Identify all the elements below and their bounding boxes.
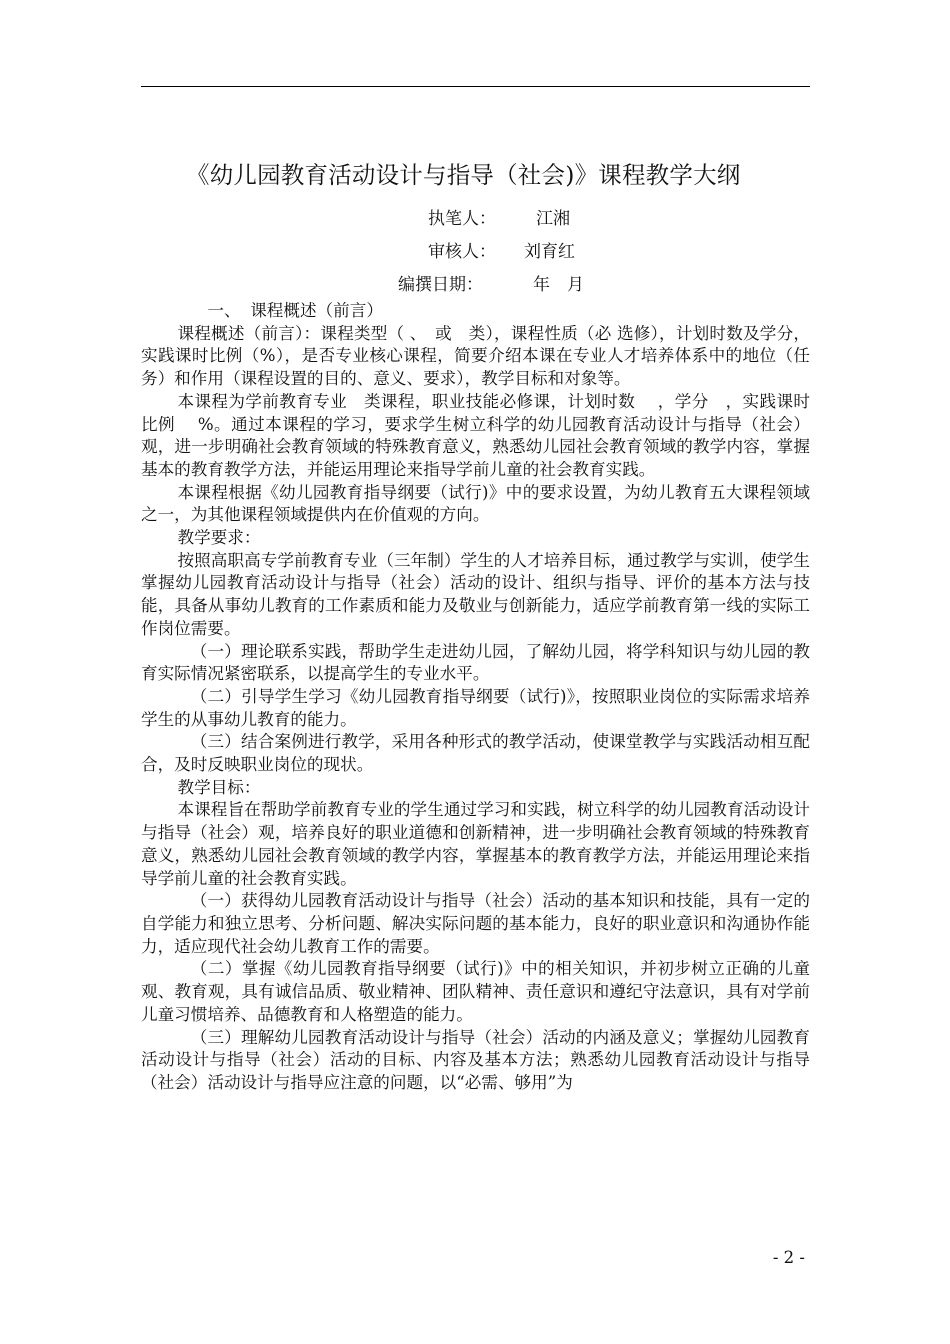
document-title: 《幼儿园教育活动设计与指导（社会)》课程教学大纲 <box>186 161 741 189</box>
author-label: 执笔人： <box>428 209 496 229</box>
list-item: （一）理论联系实践，帮助学生走进幼儿园，了解幼儿园，将学科知识与幼儿园的教育实际情况紧密联系，以提高学生的专业水平。 <box>141 641 810 684</box>
author-line <box>428 204 570 229</box>
paragraph: 课程概述（前言）：课程类型（ 、 或 类），课程性质（必 选修），计划时数及学分，实践课时比例（%），是否专业核心课程，简要介绍本课在专业人才培养体系中的地位（任务）和作用（课程设置的目的、意义、要求），教学目标和对象等。 <box>141 323 810 389</box>
reviewer-label: 审核人： <box>428 242 496 262</box>
date-line <box>398 270 584 295</box>
subheading-teaching-objectives: 教学目标： <box>177 777 261 797</box>
reviewer-name: 刘育红 <box>524 242 575 262</box>
subheading-teaching-requirements: 教学要求： <box>177 528 261 548</box>
date-value: 年 月 <box>533 275 584 295</box>
paragraph: 按照高职高专学前教育专业（三年制）学生的人才培养目标，通过教学与实训，使学生掌握幼儿园教育活动设计与指导（社会）活动的设计、组织与指导、评价的基本方法与技能，具备从事幼儿教育的工作素质和能力及敬业与创新能力，适应学前教育第一线的实际工作岗位需要。 <box>141 550 810 638</box>
section-title: 课程概述（前言） <box>250 301 383 320</box>
paragraph: 本课程旨在帮助学前教育专业的学生通过学习和实践，树立科学的幼儿园教育活动设计与指导（社会）观，培养良好的职业道德和创新精神，进一步明确社会教育领域的特殊教育意义，熟悉幼儿园社会教育领域的教学内容，掌握基本的教育教学方法，并能运用理论来指导学前儿童的社会教育实践。 <box>141 800 810 888</box>
list-item: （一）获得幼儿园教育活动设计与指导（社会）活动的基本知识和技能，具有一定的自学能力和独立思考、分析问题、解决实际问题的基本能力，良好的职业意识和沟通协作能力，适应现代社会幼儿教育工作的需要。 <box>141 891 810 956</box>
date-label: 编撰日期： <box>398 275 483 295</box>
author-name: 江湘 <box>536 209 570 229</box>
header-rule <box>141 86 810 87</box>
list-item: （三）理解幼儿园教育活动设计与指导（社会）活动的内涵及意义；掌握幼儿园教育活动设计与指导（社会）活动的目标、内容及基本方法；熟悉幼儿园教育活动设计与指导（社会）活动设计与指导应注意的问题，以“必需、够用”为 <box>141 1027 810 1092</box>
reviewer-line <box>428 237 575 262</box>
paragraph: 本课程根据《幼儿园教育指导纲要（试行)》中的要求设置，为幼儿教育五大课程领域之一，为其他课程领域提供内在价值观的方向。 <box>141 482 810 525</box>
paragraph: 本课程为学前教育专业 类课程，职业技能必修课，计划时数 ，学分 ，实践课时比例 %。通过本课程的学习，要求学生树立科学的幼儿园教育活动设计与指导（社会）观，进一步明确社会教育领域的特殊教育意义，熟悉幼儿园社会教育领域的教学内容，掌握基本的教育教学方法，并能运用理论来指导学前儿童的社会教育实践。 <box>141 391 810 479</box>
list-item: （二）引导学生学习《幼儿园教育指导纲要（试行)》，按照职业岗位的实际需求培养学生的从事幼儿教育的能力。 <box>141 686 810 729</box>
list-item: （三）结合案例进行教学，采用各种形式的教学活动，使课堂教学与实践活动相互配合，及时反映职业岗位的现状。 <box>141 732 810 775</box>
document-body <box>141 300 810 1095</box>
section-heading <box>141 300 810 323</box>
page-number: - 2 - <box>772 1248 805 1267</box>
section-number: 一、 <box>207 301 241 320</box>
list-item: （二）掌握《幼儿园教育指导纲要（试行)》中的相关知识，并初步树立正确的儿童观、教育观，具有诚信品质、敬业精神、团队精神、责任意识和遵纪守法意识，具有对学前儿童习惯培养、品德教育和人格塑造的能力。 <box>141 959 810 1024</box>
